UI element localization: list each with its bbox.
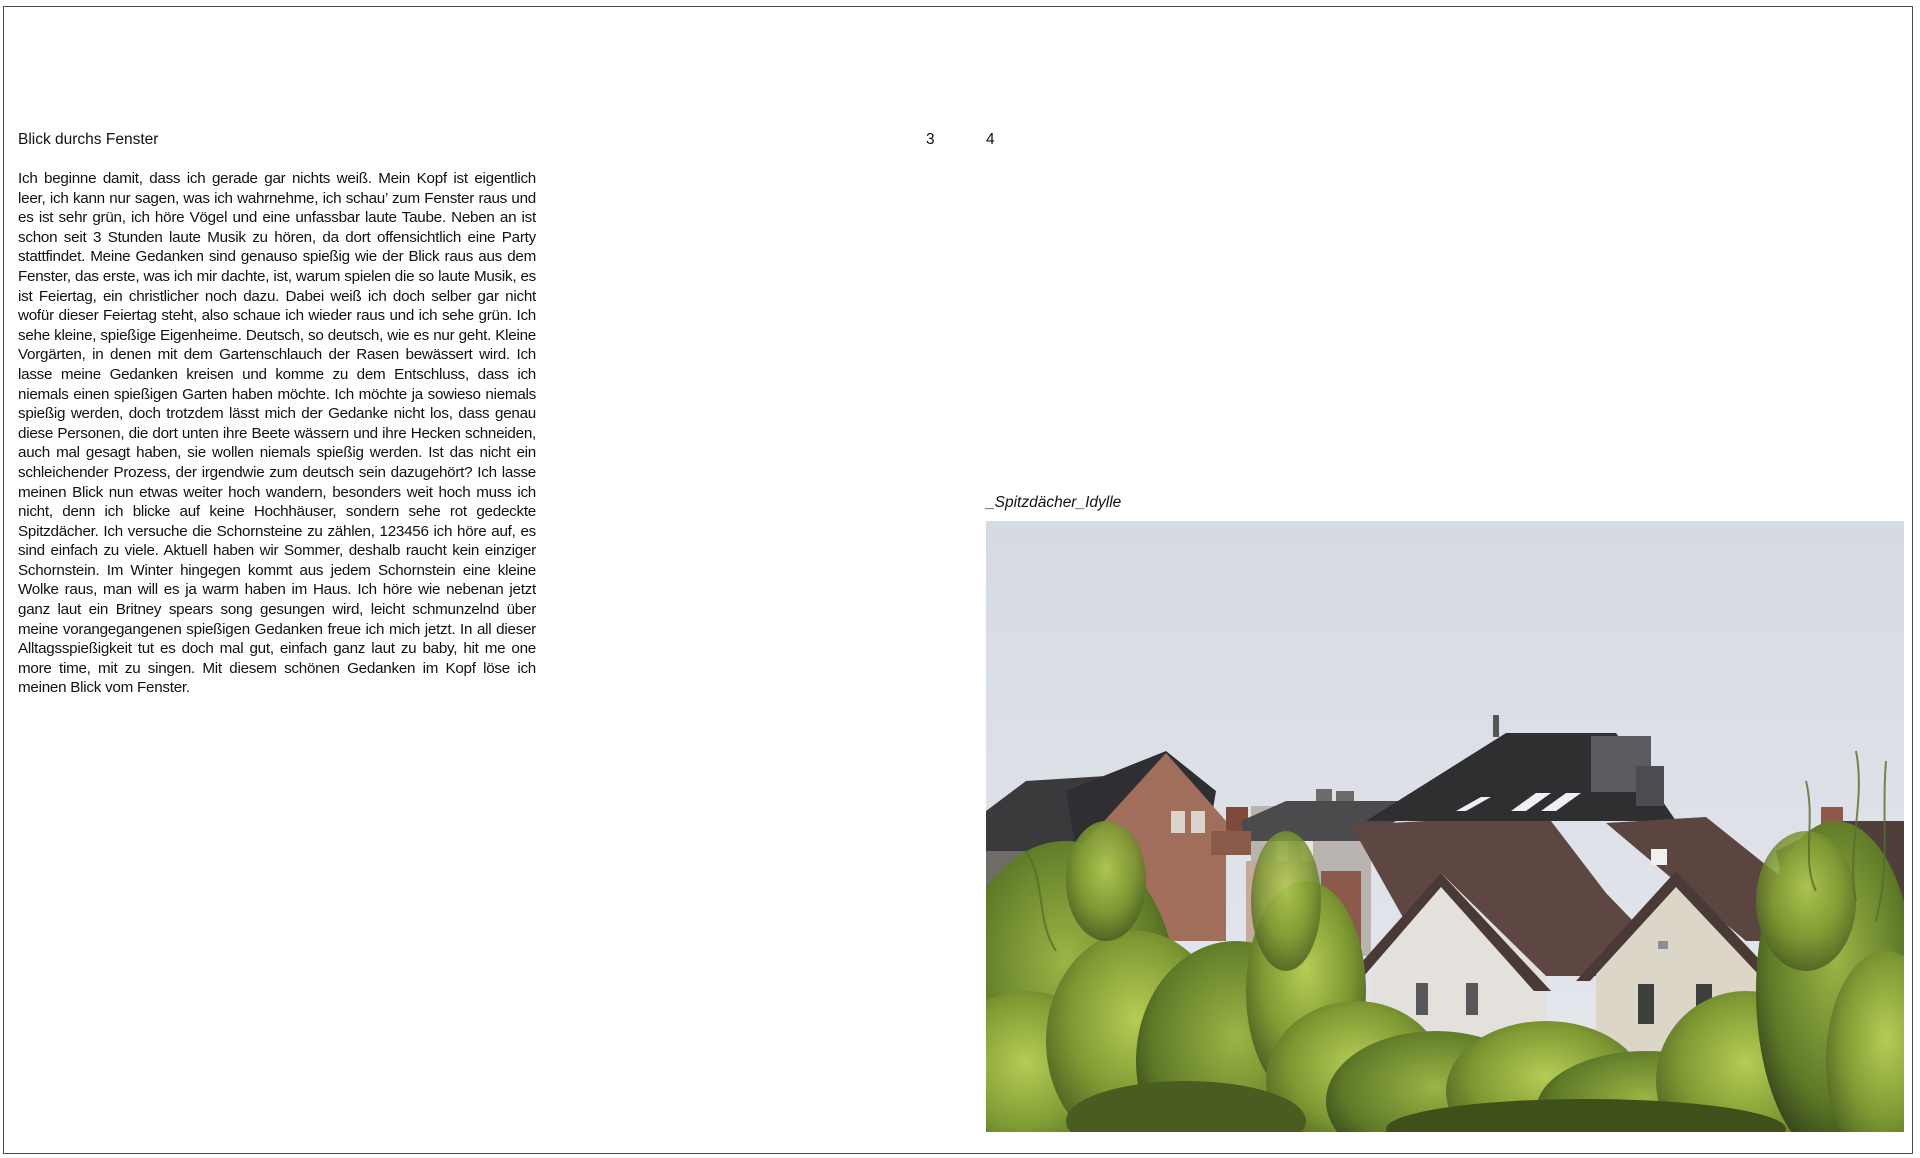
photo-caption: _Spitzdächer_Idylle: [986, 494, 1122, 511]
rooftops-photo-illustration: [986, 521, 1904, 1132]
rooftops-photo: [986, 521, 1904, 1132]
page-number-right: 4: [986, 131, 995, 148]
left-page: [4, 7, 959, 1153]
book-spread: [3, 6, 1913, 1154]
body-text: Ich beginne damit, dass ich gerade gar nichts weiß. Mein Kopf ist eigentlich leer, ich kann nur sagen, was ich wahrnehme, ich schau’ zum Fenster raus und es ist sehr grün, ich höre Vögel und eine unfassbar laute Taube. Neben an ist schon seit 3 Stunden laute Musik zu hören, da dort offensichtlich eine Party stattfindet. Meine Gedanken sind genauso spießig wie der Blick raus aus dem Fenster, das erste, was ich mir dachte, ist, warum spielen die so laute Musik, es ist Feiertag, ein christlicher noch dazu. Dabei weiß ich doch selber gar nicht wofür dieser Feiertag steht, also schaue ich wieder raus und ich sehe grün. Ich sehe kleine, spießige Eigenheime. Deutsch, so deutsch, wie es nur geht. Kleine Vorgärten, in denen mit dem Gartenschlauch der Rasen bewässert wird. Ich lasse meine Gedanken kreisen und komme zu dem Entschluss, dass ich niemals einen spießigen Garten haben möchte. Ich möchte ja sowieso niemals spießig werden, doch trotzdem lässt mich der Gedanke nicht los, dass genau diese Personen, die dort unten ihre Beete wässern und ihre Hecken schneiden, auch mal gesagt haben, sie wollen niemals spießig werden. Ist das nicht ein schleichender Prozess, der irgendwie zum deutsch sein dazugehört? Ich lasse meinen Blick nun etwas weiter hoch wandern, besonders weit hoch muss ich nicht, denn ich blicke auf keine Hochhäuser, sondern sehe rot gedeckte Spitzdächer. Ich versuche die Schornsteine zu zählen, 123456 ich höre auf, es sind einfach zu viele. Aktuell haben wir Sommer, deshalb raucht kein einziger Schornstein. Im Winter hingegen kommt aus jedem Schornstein eine kleine Wolke raus, man will es ja warm haben im Haus. Ich höre wie nebenan jetzt ganz laut ein Britney spears song gesungen wird, leicht schmunzelnd über meine vorangegangenen spießigen Gedanken freue ich mich jetzt. In all dieser Alltagsspießigkeit tut es doch mal gut, einfach ganz laut zu baby, hit me one more time, mit zu singen. Mit diesem schönen Gedanken im Kopf löse ich meinen Blick vom Fenster.: [18, 170, 536, 697]
page-number-left: 3: [926, 131, 935, 148]
chapter-title: Blick durchs Fenster: [18, 131, 159, 148]
right-page: [959, 7, 1914, 1153]
